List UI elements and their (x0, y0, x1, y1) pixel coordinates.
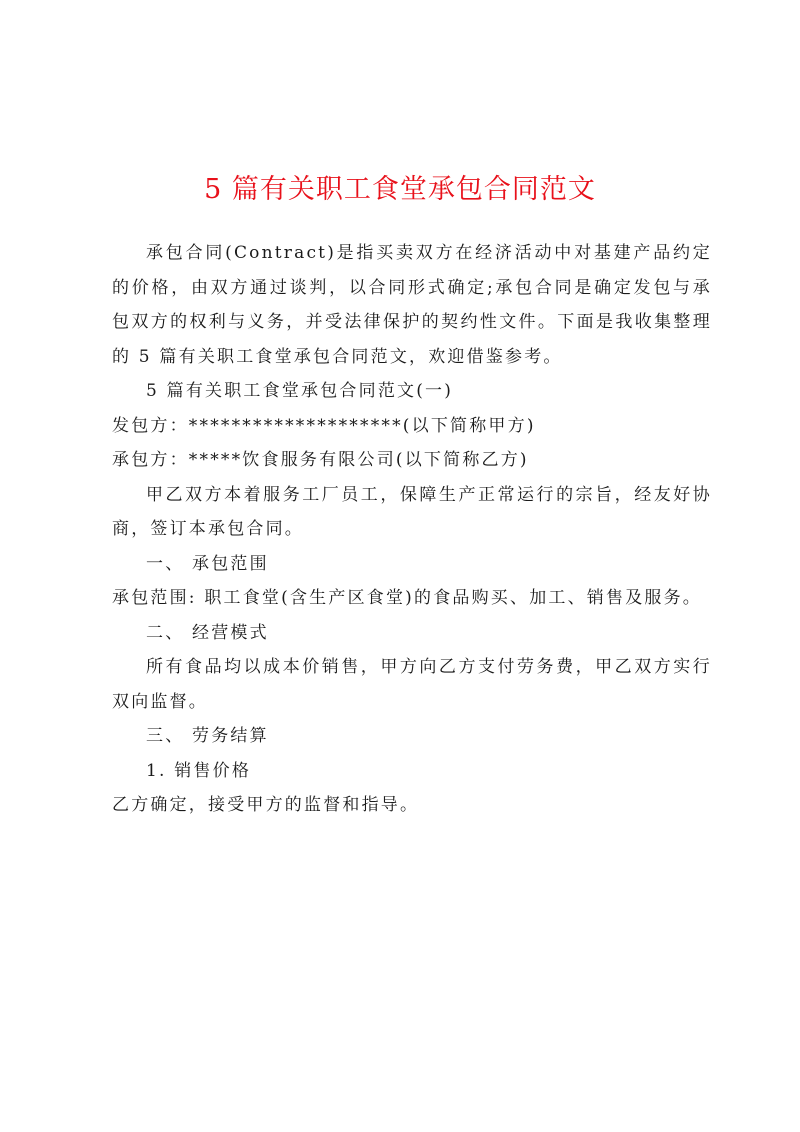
intro-paragraph: 承包合同(Contract)是指买卖双方在经济活动中对基建产品约定的价格，由双方通过谈判，以合同形式确定;承包合同是确定发包与承包双方的权利与义务，并受法律保护的契约性文件。下面是我收集整理的 5 篇有关职工食堂承包合同范文，欢迎借鉴参考。 (112, 243, 712, 367)
heading-scope: 一、 承包范围 (146, 553, 269, 574)
heading-mode: 二、 经营模式 (146, 622, 269, 643)
price-paragraph: 乙方确定，接受甲方的监督和指导。 (112, 795, 420, 815)
subheading-price: 1. 销售价格 (146, 760, 252, 781)
preamble-paragraph: 甲乙双方本着服务工厂员工，保障生产正常运行的宗旨，经友好协商，签订本承包合同。 (112, 484, 712, 539)
party-b-paragraph: 承包方：*****饮食服务有限公司(以下简称乙方) (112, 450, 529, 470)
party-a-paragraph: 发包方：********************(以下简称甲方) (112, 415, 536, 436)
scope-paragraph: 承包范围: 职工食堂(含生产区食堂)的食品购买、加工、销售及服务。 (112, 588, 702, 608)
heading-settlement: 三、 劳务结算 (146, 726, 269, 746)
section-title-paragraph: 5 篇有关职工食堂承包合同范文(一) (146, 381, 454, 401)
document-body (112, 236, 712, 823)
document-title: 5 篇有关职工食堂承包合同范文 (204, 174, 596, 205)
mode-paragraph: 所有食品均以成本价销售，甲方向乙方支付劳务费，甲乙双方实行双向监督。 (112, 657, 712, 712)
